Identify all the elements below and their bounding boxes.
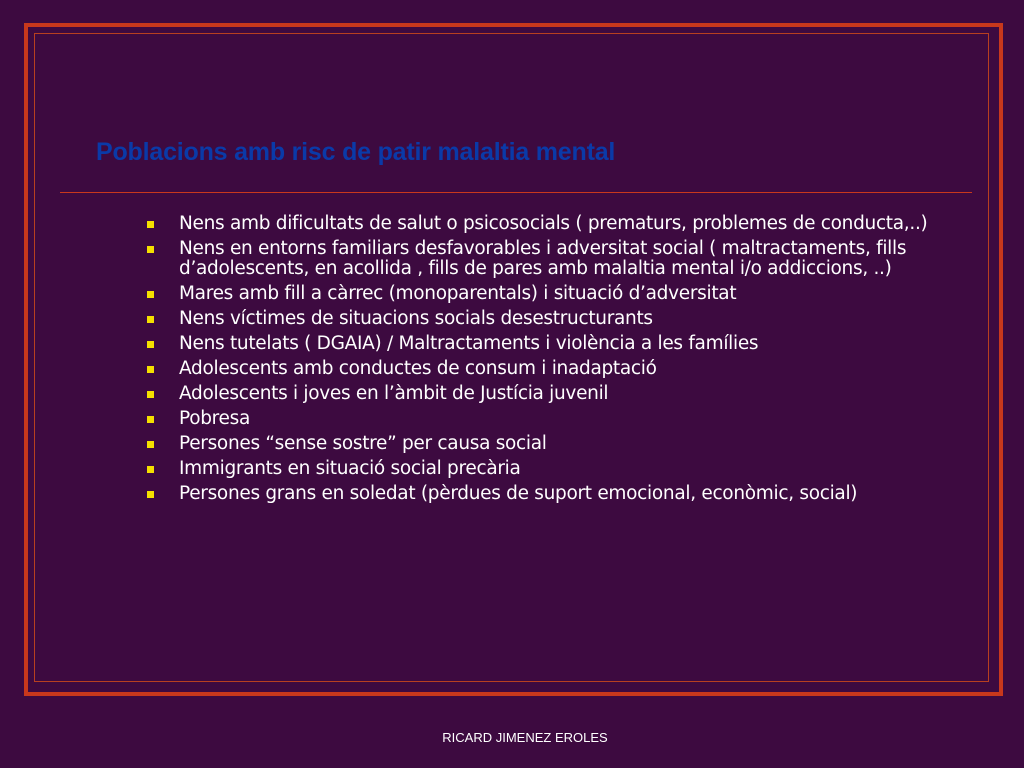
square-bullet-icon bbox=[147, 416, 154, 423]
bullet-text: Nens amb dificultats de salut o psicosocials ( prematurs, problemes de conducta,..) bbox=[179, 213, 928, 234]
bullet-text: Nens en entorns familiars desfavorables i adversitat social ( maltractaments, fills d’adolescents, en acollida , fills de pares amb malaltia mental i/o addiccions, ..) bbox=[179, 238, 907, 279]
bullet-text: Mares amb fill a càrrec (monoparentals) i situació d’adversitat bbox=[179, 283, 737, 304]
bullet-text: Nens víctimes de situacions socials desestructurants bbox=[179, 308, 653, 329]
bullet-text: Adolescents i joves en l’àmbit de Justícia juvenil bbox=[179, 383, 609, 404]
list-item bbox=[146, 239, 936, 279]
list-item bbox=[146, 284, 936, 304]
list-item bbox=[146, 459, 936, 479]
list-item bbox=[146, 384, 936, 404]
square-bullet-icon bbox=[147, 221, 154, 228]
square-bullet-icon bbox=[147, 466, 154, 473]
bullet-text: Persones “sense sostre” per causa social bbox=[179, 433, 547, 454]
square-bullet-icon bbox=[147, 441, 154, 448]
bullet-text: Immigrants en situació social precària bbox=[179, 458, 521, 479]
bullet-list bbox=[146, 214, 936, 509]
slide-footer: RICARD JIMENEZ EROLES bbox=[442, 730, 608, 745]
list-item bbox=[146, 434, 936, 454]
bullet-text: Nens tutelats ( DGAIA) / Maltractaments i violència a les famílies bbox=[179, 333, 759, 354]
square-bullet-icon bbox=[147, 366, 154, 373]
list-item bbox=[146, 309, 936, 329]
square-bullet-icon bbox=[147, 391, 154, 398]
bullet-text: Persones grans en soledat (pèrdues de suport emocional, econòmic, social) bbox=[179, 483, 858, 504]
square-bullet-icon bbox=[147, 491, 154, 498]
slide-title: Poblacions amb risc de patir malaltia mental bbox=[96, 138, 616, 166]
bullet-text: Adolescents amb conductes de consum i inadaptació bbox=[179, 358, 657, 379]
bullet-text: Pobresa bbox=[179, 408, 251, 429]
title-divider bbox=[60, 192, 972, 193]
square-bullet-icon bbox=[147, 316, 154, 323]
list-item bbox=[146, 484, 936, 504]
list-item bbox=[146, 359, 936, 379]
list-item bbox=[146, 409, 936, 429]
square-bullet-icon bbox=[147, 291, 154, 298]
list-item bbox=[146, 214, 936, 234]
square-bullet-icon bbox=[147, 246, 154, 253]
list-item bbox=[146, 334, 936, 354]
square-bullet-icon bbox=[147, 341, 154, 348]
